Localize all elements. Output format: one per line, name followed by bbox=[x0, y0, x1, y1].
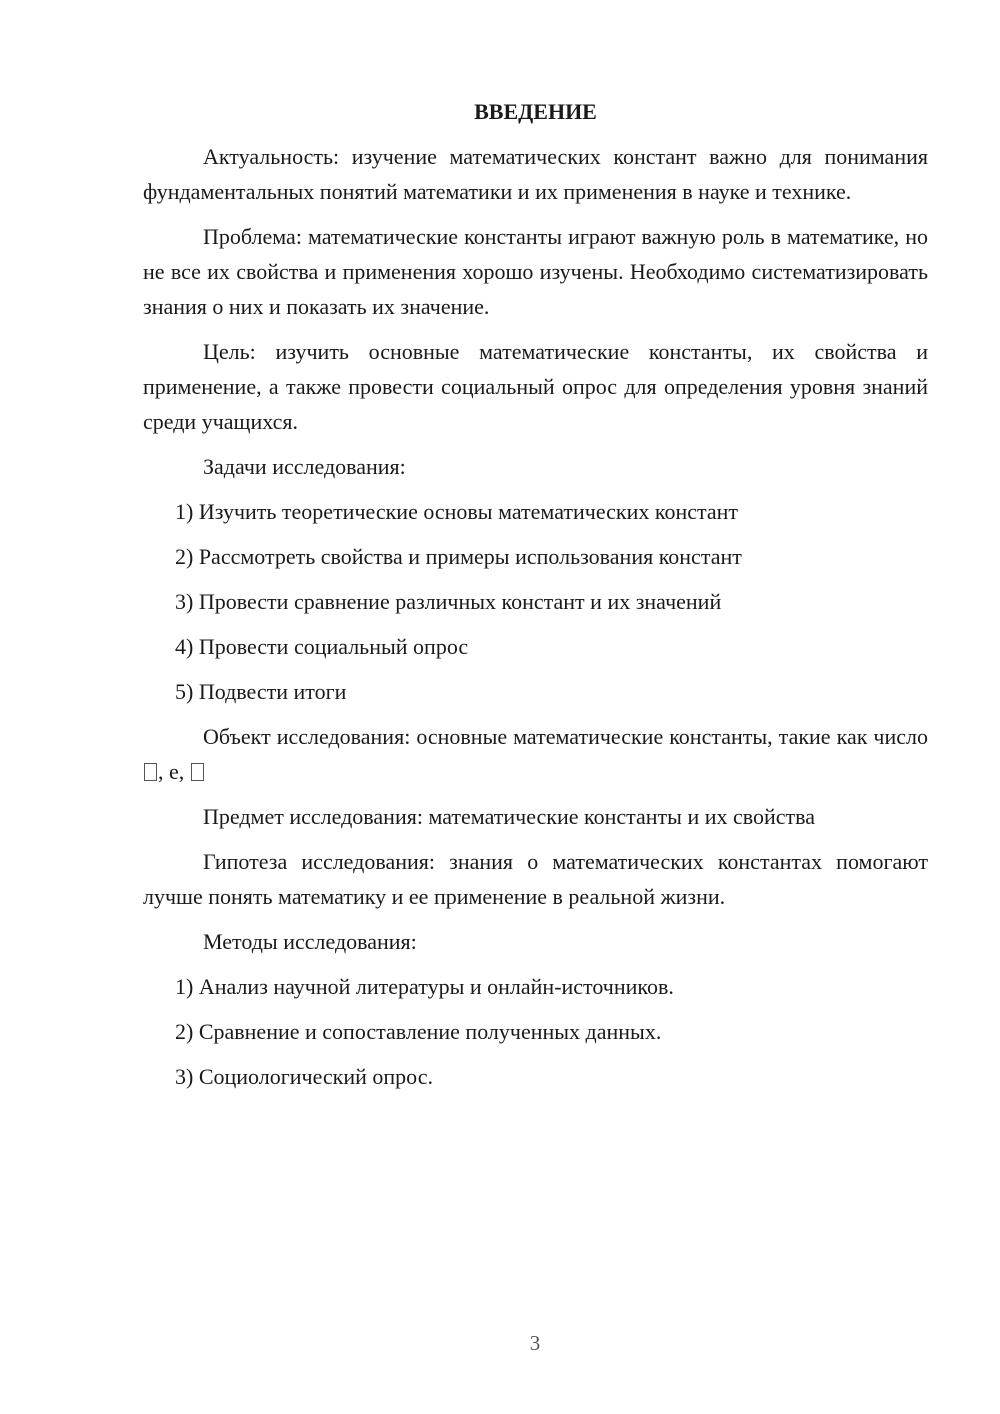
object-paragraph bbox=[143, 719, 928, 789]
tasks-heading: Задачи исследования: bbox=[203, 454, 406, 479]
hypothesis-paragraph: Гипотеза исследования: знания о математических константах помогают лучше понять математику и ее применение в реальной жизни. bbox=[143, 849, 928, 909]
missing-glyph-icon bbox=[144, 763, 157, 781]
task-item-1: 1) Изучить теоретические основы математических констант bbox=[175, 499, 739, 524]
methods-heading: Методы исследования: bbox=[203, 929, 417, 954]
subject-paragraph: Предмет исследования: математические константы и их свойства bbox=[203, 804, 816, 829]
section-title: ВВЕДЕНИЕ bbox=[474, 99, 597, 124]
task-item-5: 5) Подвести итоги bbox=[175, 679, 347, 704]
page-number: 3 bbox=[529, 1331, 541, 1355]
document-body bbox=[143, 94, 928, 1104]
object-text: Объект исследования: основные математические константы, такие как число bbox=[203, 724, 928, 749]
missing-glyph-icon bbox=[191, 763, 204, 781]
method-item-3: 3) Социологический опрос. bbox=[175, 1064, 433, 1089]
method-item-2: 2) Сравнение и сопоставление полученных данных. bbox=[175, 1019, 662, 1044]
goal-paragraph: Цель: изучить основные математические константы, их свойства и применение, а также провести социальный опрос для определения уровня знаний среди учащихся. bbox=[143, 339, 928, 434]
method-item-1: 1) Анализ научной литературы и онлайн-источников. bbox=[175, 974, 674, 999]
task-item-3: 3) Провести сравнение различных констант и их значений bbox=[175, 589, 722, 614]
task-item-2: 2) Рассмотреть свойства и примеры использования констант bbox=[175, 544, 742, 569]
object-separator: , e, bbox=[158, 759, 190, 784]
problem-paragraph: Проблема: математические константы играют важную роль в математике, но не все их свойства и применения хорошо изучены. Необходимо систематизировать знания о них и показать их значение. bbox=[143, 224, 928, 319]
relevance-paragraph: Актуальность: изучение математических констант важно для понимания фундаментальных понятий математики и их применения в науке и технике. bbox=[143, 144, 928, 204]
task-item-4: 4) Провести социальный опрос bbox=[175, 634, 469, 659]
